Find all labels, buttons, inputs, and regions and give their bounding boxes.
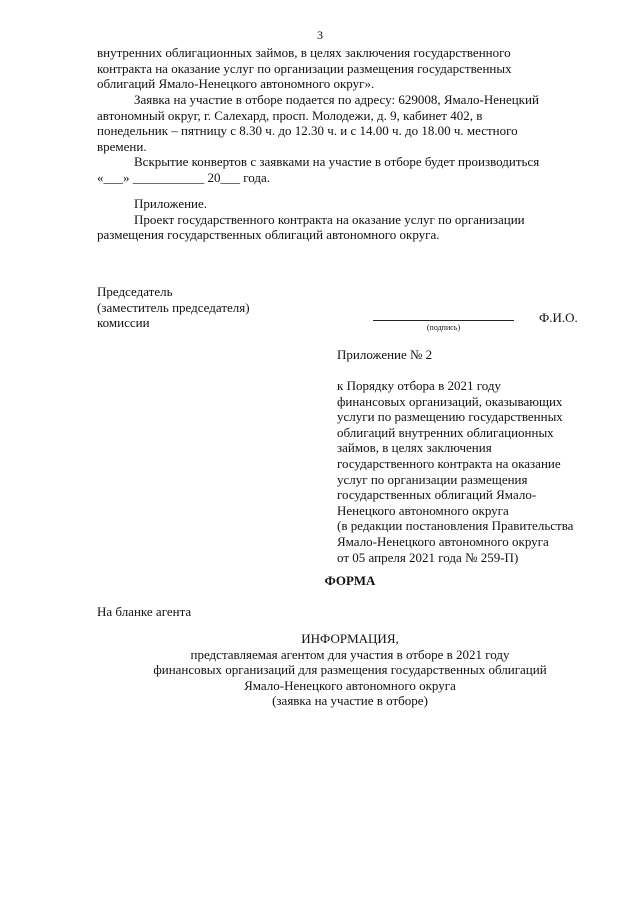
information-line: представляемая агентом для участия в отборе в 2021 году — [190, 646, 510, 662]
form-title: ФОРМА — [324, 573, 376, 588]
information-line: Ямало-Ненецкого автономного округа — [244, 677, 456, 693]
appendix-line: государственных облигаций Ямало- — [337, 487, 537, 503]
text-line: «___» ___________ 20___ года. — [97, 169, 271, 185]
appendix-line: услуг по организации размещения — [337, 471, 528, 487]
text-line: автономный округ, г. Салехард, просп. Молодежи, д. 9, кабинет 402, в — [97, 107, 483, 123]
appendix-line: (в редакции постановления Правительства — [337, 518, 574, 534]
appendix-line: государственного контракта на оказание — [337, 455, 561, 471]
paragraph-application-address — [97, 92, 602, 154]
chairman-line: комиссии — [97, 315, 150, 331]
text-line: Проект государственного контракта на оказание услуг по организации — [134, 211, 525, 227]
chairman-block — [97, 284, 357, 331]
information-line: финансовых организаций для размещения государственных облигаций — [153, 662, 547, 678]
chairman-line: (заместитель председателя) — [97, 299, 250, 315]
information-line: (заявка на участие в отборе) — [272, 693, 428, 709]
page-number: 3 — [317, 28, 323, 42]
appendix-line: Ямало-Ненецкого автономного округа — [337, 533, 549, 549]
attachment-section — [97, 196, 602, 243]
signature-caption: (подпись) — [426, 323, 461, 332]
paragraph-intro-continued — [97, 45, 602, 92]
text-line: облигаций Ямало-Ненецкого автономного округ». — [97, 76, 375, 92]
full-name-placeholder: Ф.И.О. — [539, 310, 578, 325]
agent-letterhead-note: На бланке агента — [97, 604, 192, 619]
appendix-line: финансовых организаций, оказывающих — [337, 393, 563, 409]
paragraph-envelope-opening — [97, 154, 602, 185]
text-line: Вскрытие конвертов с заявками на участие в отборе будет производиться — [134, 154, 540, 169]
appendix-line: Ненецкого автономного округа — [337, 502, 509, 518]
chairman-line: Председатель — [97, 284, 173, 299]
text-line: внутренних облигационных займов, в целях заключения государственного — [97, 45, 511, 60]
text-line: понедельник – пятницу с 8.30 ч. до 12.30 ч. и с 14.00 ч. до 18.00 ч. местного — [97, 123, 518, 139]
attachment-heading: Приложение. — [134, 196, 208, 211]
appendix-line: услуги по размещению государственных — [337, 409, 563, 425]
appendix-line: облигаций внутренних облигационных — [337, 424, 554, 440]
appendix-line: к Порядку отбора в 2021 году — [337, 378, 501, 393]
information-title: ИНФОРМАЦИЯ, — [301, 631, 399, 646]
text-line: размещения государственных облигаций автономного округа. — [97, 227, 440, 243]
information-heading — [0, 631, 640, 709]
appendix-line: от 05 апреля 2021 года № 259-П) — [337, 549, 519, 565]
text-line: Заявка на участие в отборе подается по адресу: 629008, Ямало-Ненецкий — [134, 92, 539, 107]
signature-line — [373, 320, 514, 321]
text-line: времени. — [97, 138, 147, 154]
appendix-reference — [337, 378, 617, 565]
appendix-line: займов, в целях заключения — [337, 440, 492, 456]
text-line: контракта на оказание услуг по организации размещения государственных — [97, 60, 512, 76]
appendix-title: Приложение № 2 — [337, 347, 433, 362]
